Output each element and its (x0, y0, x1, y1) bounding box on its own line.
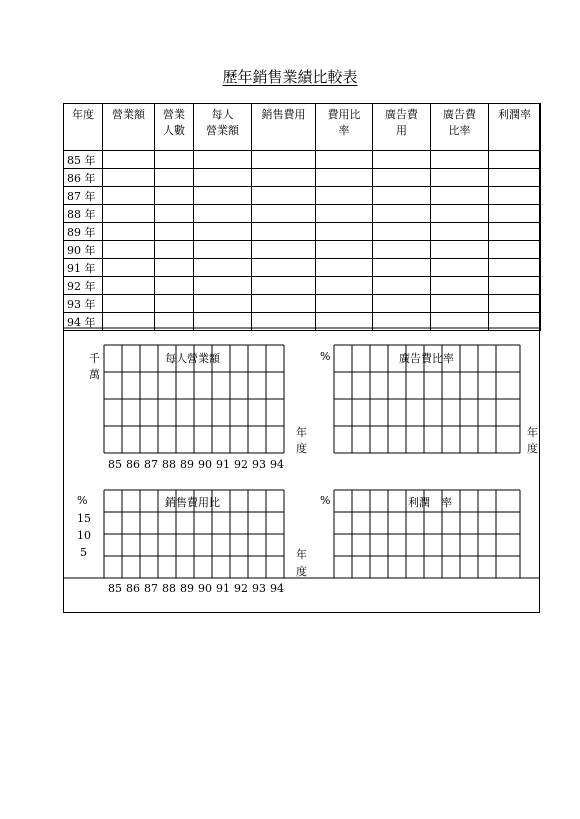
axis-label-degree-1: 度 (296, 442, 307, 455)
x-tick-label: 91 (216, 582, 230, 595)
axis-label-year-2: 年 (527, 426, 538, 439)
x-tick-label: 86 (126, 458, 140, 471)
x-tick-label: 92 (234, 458, 248, 471)
chart-title-profit-rate: 利潤 率 (408, 496, 452, 509)
year-cell: 91 年 (64, 259, 103, 277)
x-axis-ticks-bottom (108, 582, 288, 595)
chart-title-per-capita-sales: 每人營業額 (165, 352, 220, 365)
axis-label-year-1: 年 (296, 426, 307, 439)
year-cell: 92 年 (64, 277, 103, 295)
column-header-text: 銷售費用 (261, 108, 306, 121)
column-header-text: 廣告費 (385, 108, 418, 121)
column-header-text: 費用比 (327, 108, 361, 121)
x-tick-label: 85 (108, 582, 122, 595)
column-header-text: 比率 (448, 124, 471, 137)
year-cell: 87 年 (64, 187, 103, 205)
x-tick-label: 93 (252, 582, 266, 595)
unit-label-percent-3: % (320, 494, 331, 507)
year-cell: 93 年 (64, 295, 103, 313)
x-tick-label: 93 (252, 458, 266, 471)
column-header-text: 營業 (163, 108, 185, 121)
y-tick-10: 10 (77, 529, 91, 542)
x-tick-label: 85 (108, 458, 122, 471)
unit-label-ten-thousand: 萬 (89, 368, 100, 381)
year-cell: 89 年 (64, 223, 103, 241)
x-tick-label: 90 (198, 582, 212, 595)
x-tick-label: 94 (270, 582, 284, 595)
axis-label-year-3: 年 (296, 548, 307, 561)
x-tick-label: 86 (126, 582, 140, 595)
year-cell: 94 年 (64, 313, 103, 331)
axis-label-degree-2: 度 (527, 442, 538, 455)
axis-label-degree-3: 度 (296, 565, 307, 578)
x-tick-label: 87 (144, 582, 158, 595)
y-tick-5: 5 (80, 546, 87, 559)
x-tick-label: 88 (162, 582, 176, 595)
column-header-text: 每人 (211, 108, 234, 121)
x-tick-label: 90 (198, 458, 212, 471)
year-cell: 90 年 (64, 241, 103, 259)
x-tick-label: 88 (162, 458, 176, 471)
chart-title-sales-expense-ratio: 銷售費用比 (165, 496, 220, 509)
x-tick-label: 91 (216, 458, 230, 471)
column-header-text: 營業額 (112, 108, 145, 121)
unit-label-thousand: 千 (89, 352, 100, 365)
column-header-text: 年度 (72, 108, 94, 121)
chart-title-ad-cost-ratio: 廣告費比率 (399, 352, 454, 365)
unit-label-percent-2: % (77, 494, 88, 507)
column-header-text: 利潤率 (498, 108, 531, 121)
year-cell: 85 年 (64, 151, 103, 169)
column-header-text: 用 (396, 124, 407, 137)
column-header-text: 人數 (163, 124, 185, 137)
year-cell: 88 年 (64, 205, 103, 223)
x-tick-label: 92 (234, 582, 248, 595)
year-cell: 86 年 (64, 169, 103, 187)
column-header-text: 廣告費 (443, 108, 476, 121)
x-axis-ticks-top (108, 458, 288, 471)
y-tick-15: 15 (77, 512, 91, 525)
x-tick-label: 94 (270, 458, 284, 471)
column-header-text: 率 (338, 124, 350, 137)
column-header-text: 營業額 (206, 124, 239, 137)
x-tick-label: 89 (180, 458, 194, 471)
x-tick-label: 89 (180, 582, 194, 595)
unit-label-percent-1: % (320, 350, 331, 363)
x-tick-label: 87 (144, 458, 158, 471)
page-title: 歷年銷售業績比較表 (222, 68, 358, 86)
